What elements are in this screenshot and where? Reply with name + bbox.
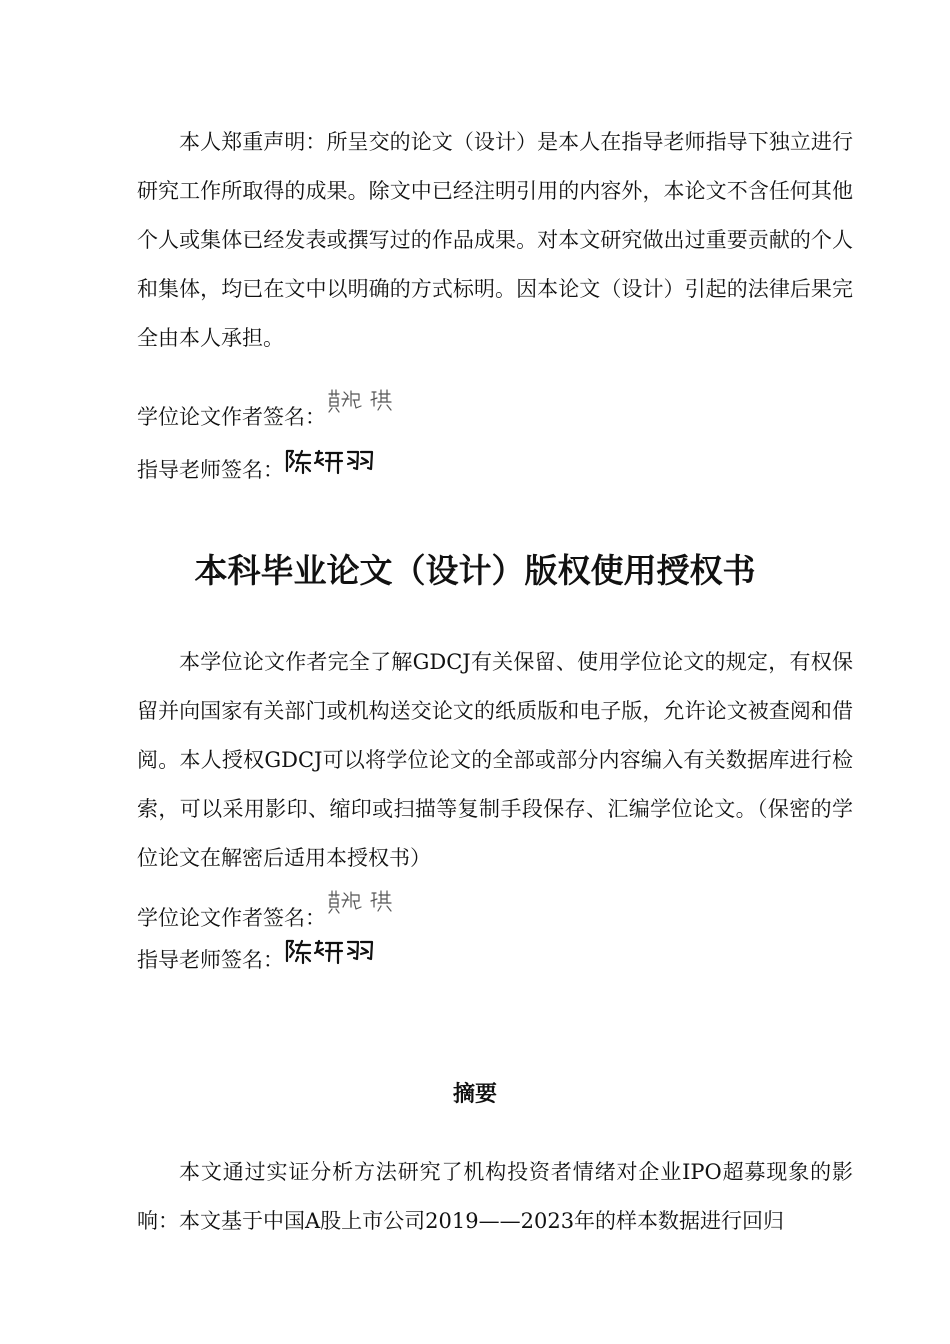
author-sign-label: 学位论文作者签名： — [137, 405, 326, 429]
author-sign-label: 学位论文作者签名： — [137, 906, 326, 930]
authorization-author-signature-line — [137, 903, 398, 933]
declaration-advisor-signature-line — [137, 455, 376, 485]
declaration-paragraph: 本人郑重声明：所呈交的论文（设计）是本人在指导老师指导下独立进行研究工作所取得的成果。除文中已经注明引用的内容外，本论文不含任何其他个人或集体已经发表或撰写过的作品成果。对本文研究做出过重要贡献的个人和集体，均已在文中以明确的方式标明。因本论文（设计）引起的法律后果完全由本人承担。 — [137, 130, 853, 350]
advisor-sign-label: 指导老师签名： — [137, 458, 284, 482]
declaration-author-signature-line — [137, 402, 398, 432]
abstract-paragraph: 本文通过实证分析方法研究了机构投资者情绪对企业IPO超募现象的影响：本文基于中国A股上市公司2019——2023年的样本数据进行回归 — [137, 1160, 853, 1233]
advisor-sign-label: 指导老师签名： — [137, 948, 284, 972]
advisor-signature-image — [284, 447, 376, 485]
authorization-advisor-signature-line — [137, 945, 376, 975]
author-signature-image — [326, 887, 398, 927]
advisor-signature-image — [284, 937, 376, 975]
authorization-title: 本科毕业论文（设计）版权使用授权书 — [194, 551, 756, 590]
author-signature-image — [326, 386, 398, 426]
abstract-title: 摘要 — [452, 1082, 497, 1107]
authorization-paragraph: 本学位论文作者完全了解GDCJ有关保留、使用学位论文的规定，有权保留并向国家有关部门或机构送交论文的纸质版和电子版，允许论文被查阅和借阅。本人授权GDCJ可以将学位论文的全部或部分内容编入有关数据库进行检索，可以采用影印、缩印或扫描等复制手段保存、汇编学位论文。（保密的学位论文在解密后适用本授权书） — [137, 650, 853, 870]
